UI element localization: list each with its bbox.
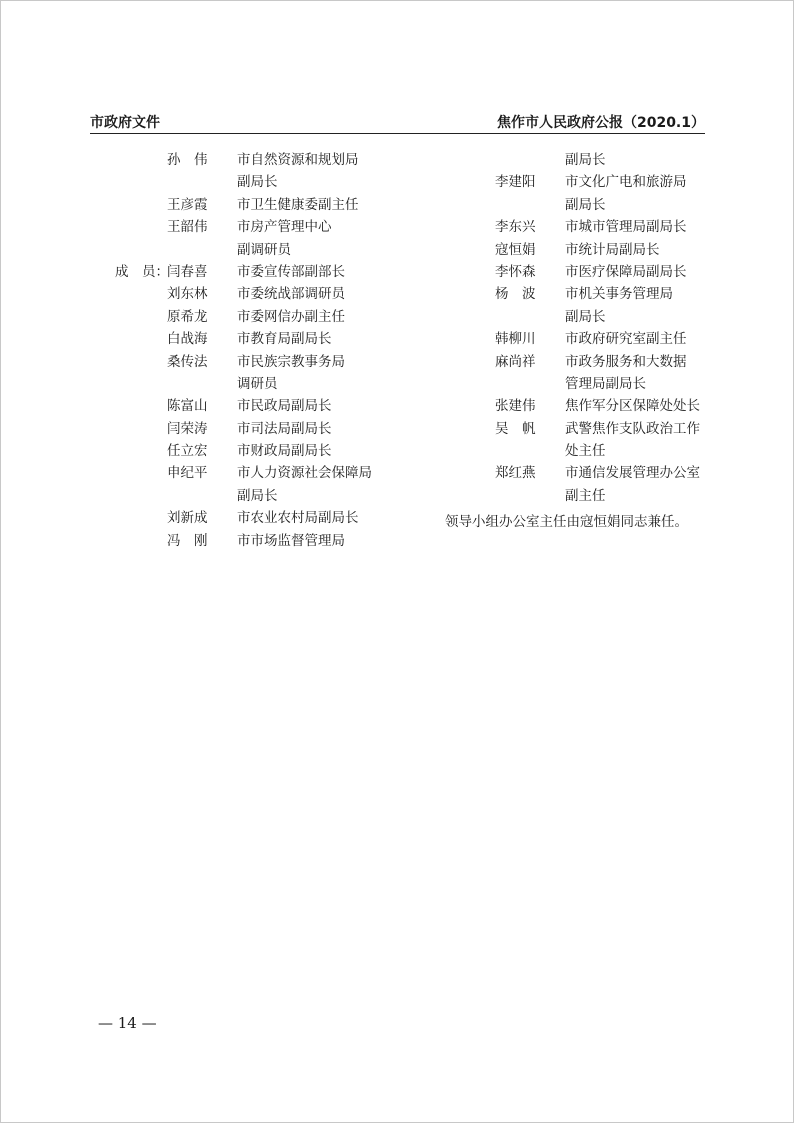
member-name: 陈富山 xyxy=(167,398,208,415)
member-name: 申纪平 xyxy=(167,465,208,482)
member-name: 郑红燕 xyxy=(495,465,536,482)
office-director-note: 领导小组办公室主任由寇恒娟同志兼任。 xyxy=(445,514,688,530)
member-post: 市政府研究室副主任 xyxy=(565,331,687,348)
member-name: 桑传法 xyxy=(167,353,208,370)
member-name: 孙 伟 xyxy=(167,152,208,168)
page-header xyxy=(90,112,705,134)
member-name: 刘新成 xyxy=(167,510,208,527)
member-post: 市委统战部调研员 xyxy=(237,286,345,303)
member-post: 市委宣传部副部长 xyxy=(237,263,345,280)
member-line xyxy=(115,327,395,349)
member-line xyxy=(115,305,395,327)
member-line xyxy=(115,439,395,461)
member-line xyxy=(440,170,710,192)
member-post: 市文化广电和旅游局 xyxy=(565,174,687,191)
member-line xyxy=(440,215,710,237)
member-post: 武警焦作支队政治工作 xyxy=(565,420,700,437)
member-line xyxy=(440,193,710,215)
member-post: 市财政局副局长 xyxy=(237,443,332,460)
right-member-column xyxy=(440,148,710,506)
member-line xyxy=(115,529,395,551)
member-line xyxy=(115,417,395,439)
member-post: 市民族宗教事务局 xyxy=(237,353,345,370)
member-name: 白战海 xyxy=(167,331,208,348)
member-post: 副调研员 xyxy=(237,241,291,258)
member-post: 市政务服务和大数据 xyxy=(565,353,687,370)
member-post: 市农业农村局副局长 xyxy=(237,510,359,527)
member-post: 市卫生健康委副主任 xyxy=(237,196,359,213)
member-post: 副主任 xyxy=(565,487,606,504)
member-post: 市司法局副局长 xyxy=(237,420,332,437)
page-number: — 14 — xyxy=(98,1014,157,1032)
member-line xyxy=(440,461,710,483)
member-name: 李怀森 xyxy=(495,263,536,280)
member-post: 处主任 xyxy=(565,443,606,460)
member-post: 调研员 xyxy=(237,375,278,392)
member-name: 杨 波 xyxy=(495,286,536,303)
member-post: 焦作军分区保障处处长 xyxy=(565,398,700,415)
member-line xyxy=(440,439,710,461)
member-line xyxy=(115,372,395,394)
role-label: 成 员： xyxy=(115,263,169,280)
member-post: 市委网信办副主任 xyxy=(237,308,345,325)
member-post: 市教育局副局长 xyxy=(237,331,332,348)
member-line xyxy=(440,417,710,439)
member-name: 寇恒娟 xyxy=(495,241,536,258)
member-line xyxy=(115,193,395,215)
member-line xyxy=(440,372,710,394)
member-line xyxy=(115,282,395,304)
member-name: 麻尚祥 xyxy=(495,353,536,370)
member-line xyxy=(440,394,710,416)
member-line xyxy=(115,461,395,483)
member-post: 管理局副局长 xyxy=(565,375,646,392)
member-post: 市机关事务管理局 xyxy=(565,286,673,303)
member-name: 闫春喜 xyxy=(167,263,208,280)
member-line xyxy=(440,350,710,372)
header-right-title: 焦作市人民政府公报（2020.1） xyxy=(496,115,705,131)
left-member-column xyxy=(115,148,395,551)
member-line xyxy=(440,484,710,506)
member-line xyxy=(115,148,395,170)
member-post: 市城市管理局副局长 xyxy=(565,219,687,236)
header-rule xyxy=(90,133,705,134)
member-line xyxy=(440,327,710,349)
member-name: 任立宏 xyxy=(167,443,208,460)
member-name: 王彦霞 xyxy=(167,196,208,213)
member-post: 市自然资源和规划局 xyxy=(237,152,359,168)
member-post: 市人力资源社会保障局 xyxy=(237,465,372,482)
member-line xyxy=(440,148,710,170)
member-post: 市通信发展管理办公室 xyxy=(565,465,700,482)
header-left-title: 市政府文件 xyxy=(90,115,160,131)
member-name: 闫荣涛 xyxy=(167,420,208,437)
member-name: 吴 帆 xyxy=(495,420,536,437)
member-line xyxy=(115,238,395,260)
member-line xyxy=(440,282,710,304)
member-post: 副局长 xyxy=(565,196,606,213)
member-line xyxy=(115,350,395,372)
member-name: 王韶伟 xyxy=(167,219,208,236)
member-name: 韩柳川 xyxy=(495,331,536,348)
member-post: 副局长 xyxy=(237,174,278,191)
member-post: 市统计局副局长 xyxy=(565,241,660,258)
member-name: 张建伟 xyxy=(495,398,536,415)
member-line xyxy=(440,260,710,282)
member-line xyxy=(440,238,710,260)
member-line xyxy=(440,305,710,327)
member-name: 李东兴 xyxy=(495,219,536,236)
member-line xyxy=(115,506,395,528)
member-line xyxy=(115,215,395,237)
member-name: 刘东林 xyxy=(167,286,208,303)
member-name: 冯 刚 xyxy=(167,532,208,549)
member-line xyxy=(115,260,395,282)
member-post: 市民政局副局长 xyxy=(237,398,332,415)
member-name: 原希龙 xyxy=(167,308,208,325)
member-post: 副局长 xyxy=(565,308,606,325)
member-line xyxy=(115,394,395,416)
member-post: 副局长 xyxy=(237,487,278,504)
member-post: 市房产管理中心 xyxy=(237,219,332,236)
member-post: 市医疗保障局副局长 xyxy=(565,263,687,280)
member-line xyxy=(115,484,395,506)
member-post: 市市场监督管理局 xyxy=(237,532,345,549)
member-post: 副局长 xyxy=(565,152,606,168)
member-line xyxy=(115,170,395,192)
member-name: 李建阳 xyxy=(495,174,536,191)
